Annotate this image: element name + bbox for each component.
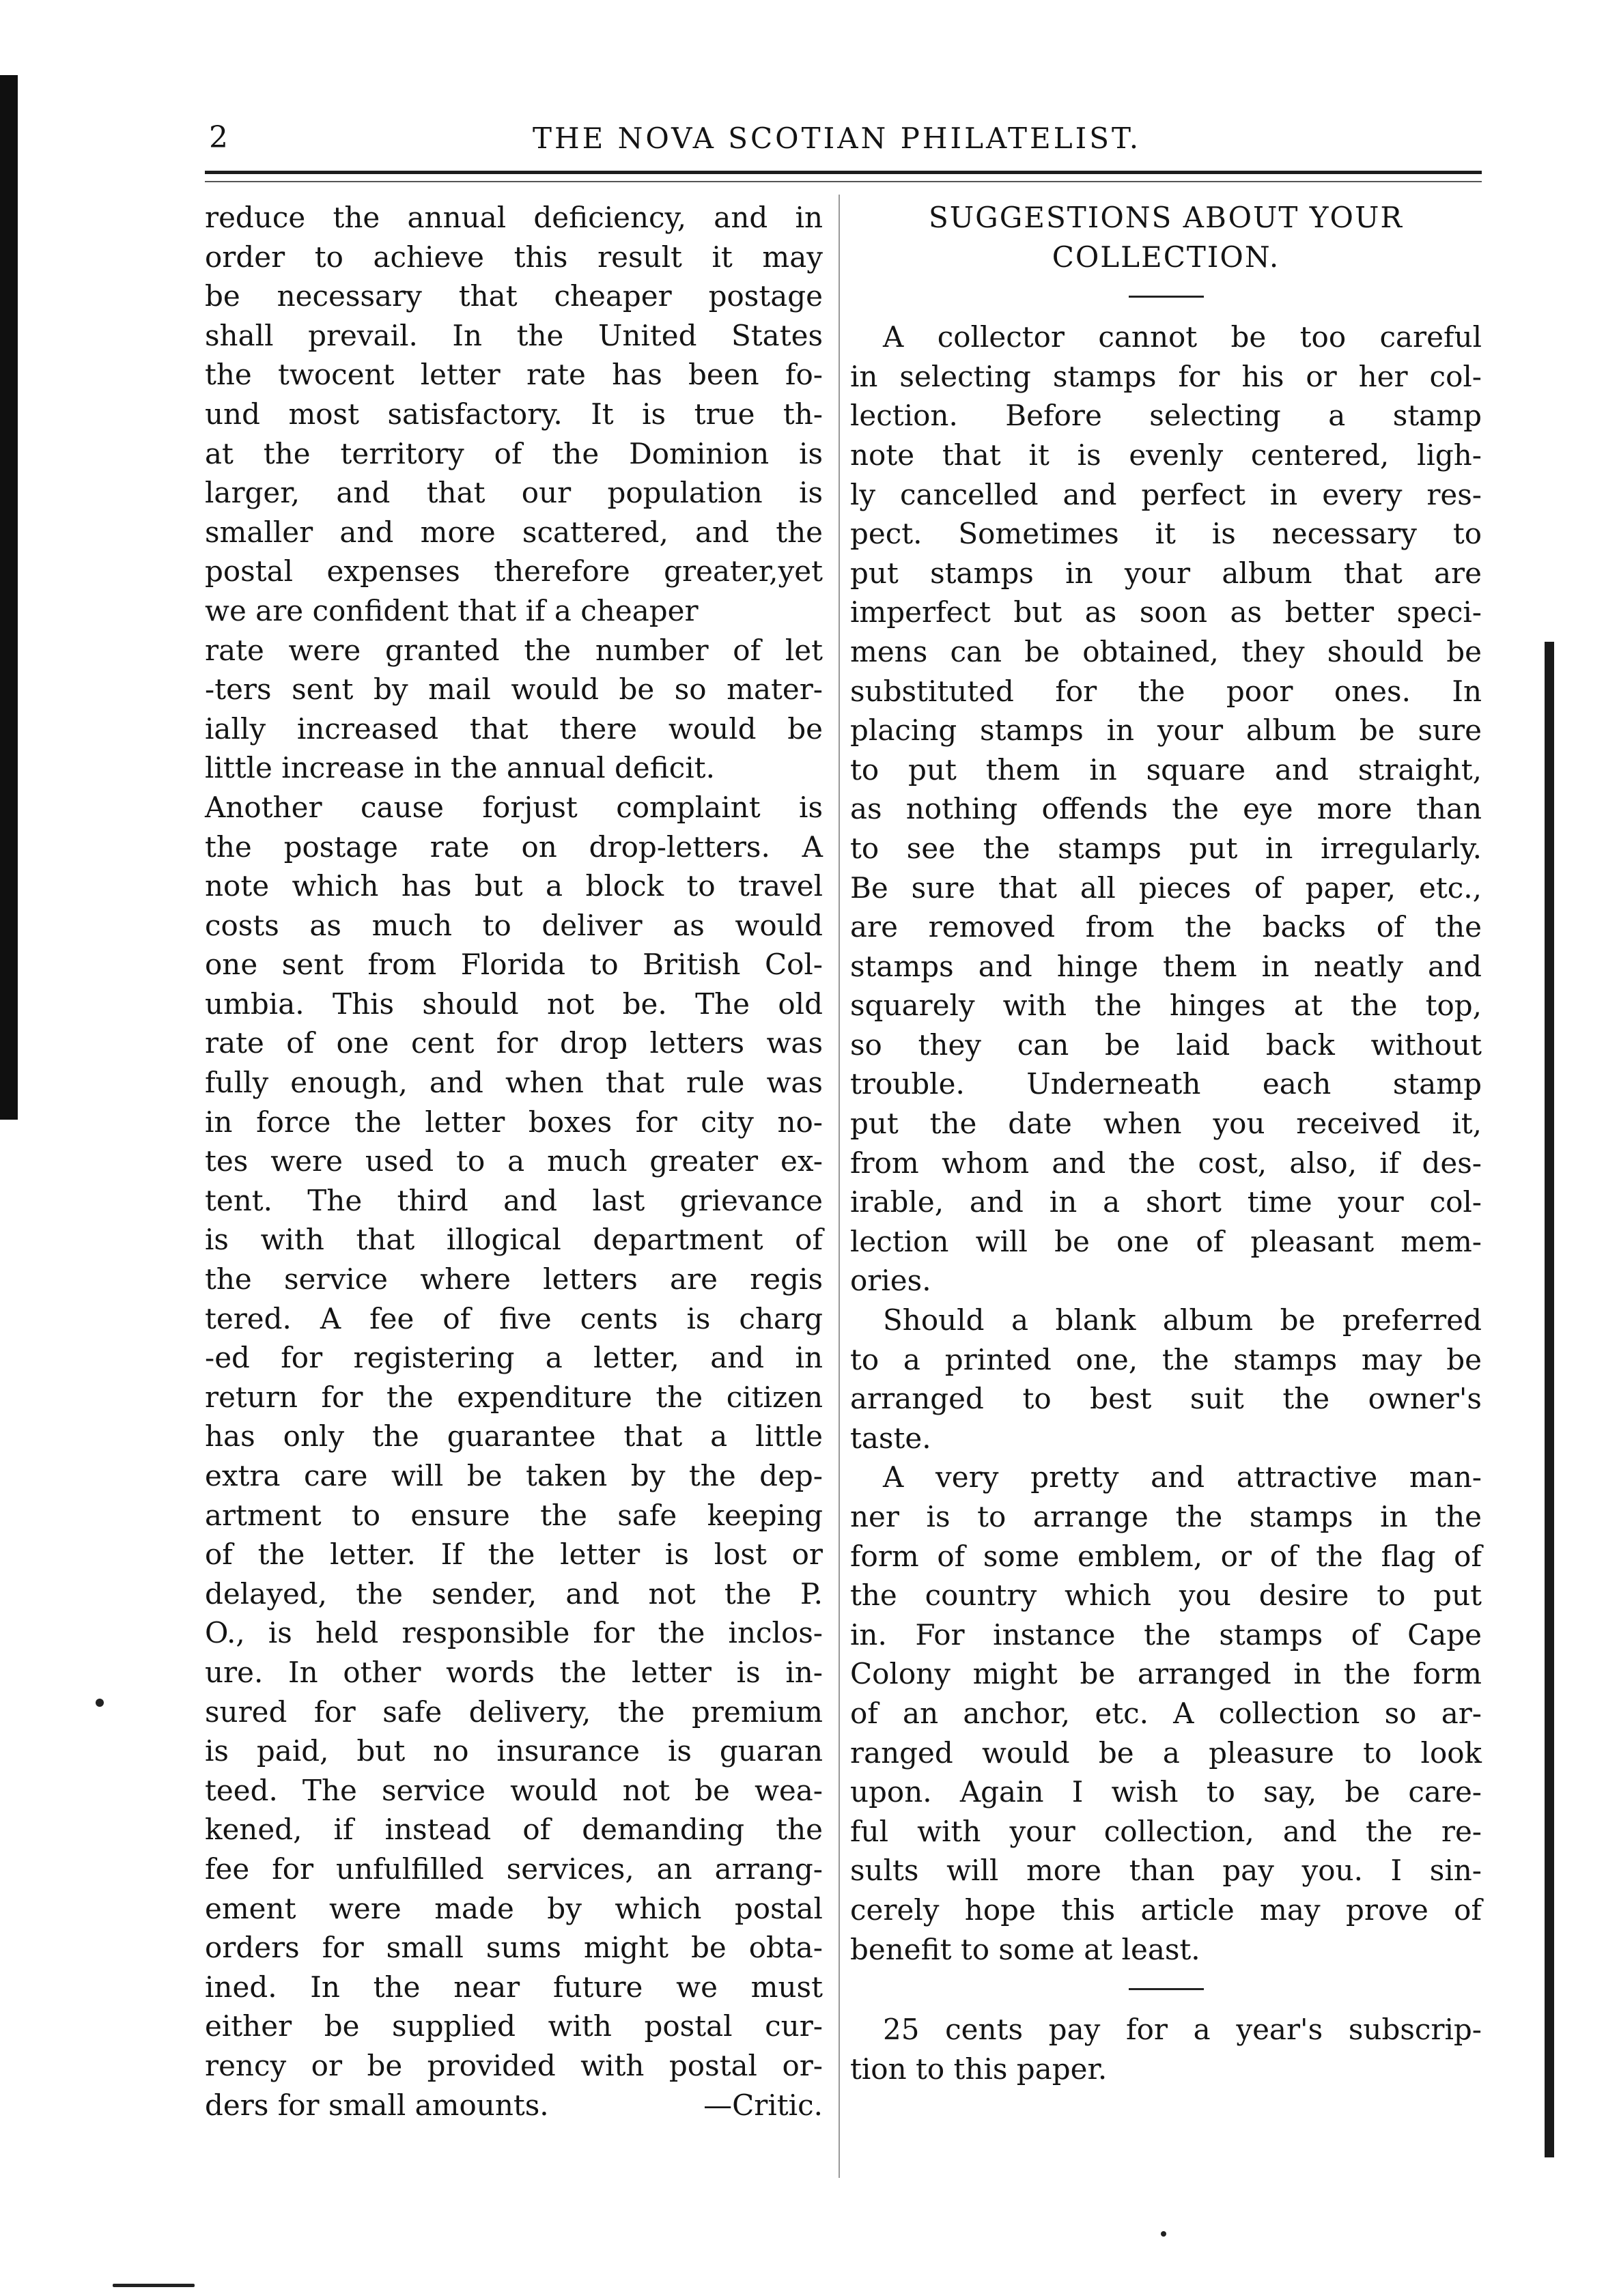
- article-title-line: COLLECTION.: [1052, 240, 1280, 274]
- text-line: note which has but a block to travel: [205, 869, 823, 903]
- text-line: either be supplied with postal cur-: [205, 2009, 823, 2043]
- text-line: lection. Before selecting a stamp: [850, 399, 1482, 433]
- text-line: fee for unfulfilled services, an arrang-: [205, 1852, 823, 1886]
- text-line: ner is to arrange the stamps in the: [850, 1500, 1482, 1533]
- article-signature: —Critic.: [703, 2088, 823, 2122]
- text-line: Be sure that all pieces of paper, etc.,: [850, 870, 1482, 905]
- text-line: -ed for registering a letter, and in: [205, 1341, 823, 1375]
- text-line: imperfect but as soon as better speci-: [850, 595, 1482, 629]
- text-line: ful with your collection, and the re-: [850, 1814, 1482, 1848]
- text-line: return for the expenditure the citizen: [205, 1380, 823, 1414]
- text-line: -ters sent by mail would be so mater-: [205, 672, 823, 707]
- section-rule: [850, 277, 1482, 317]
- text-line: of an anchor, etc. A collection so ar-: [850, 1696, 1482, 1730]
- text-line: has only the guarantee that a little: [205, 1419, 823, 1454]
- text-line: trouble. Underneath each stamp: [850, 1067, 1482, 1101]
- text-line: substituted for the poor ones. In: [850, 674, 1482, 708]
- text-line: orders for small sums might be obta-: [205, 1931, 823, 1965]
- scan-edge-right: [1545, 642, 1554, 2157]
- text-line: rate of one cent for drop letters was: [205, 1026, 823, 1060]
- header-rule-thin: [205, 181, 1482, 182]
- speck-mark: [96, 1699, 104, 1707]
- text-line: order to achieve this result it may: [205, 240, 823, 274]
- text-line: ories.: [850, 1264, 931, 1298]
- text-line: sured for safe delivery, the premium: [205, 1695, 823, 1729]
- section-rule: [850, 1969, 1482, 2010]
- text-line: tered. A fee of five cents is charg: [205, 1301, 823, 1335]
- text-line: is paid, but no insurance is guaran: [205, 1734, 823, 1768]
- text-line: the postage rate on drop-letters. A: [205, 830, 823, 864]
- speck-mark: [113, 2284, 195, 2287]
- text-line: fully enough, and when that rule was: [205, 1066, 823, 1100]
- text-line: smaller and more scattered, and the: [205, 515, 823, 549]
- text-line: reduce the annual deficiency, and in: [205, 201, 823, 234]
- text-line: ially increased that there would be: [205, 711, 823, 746]
- text-line: tes were used to a much greater ex-: [205, 1144, 823, 1178]
- text-line: Colony might be arranged in the form: [850, 1657, 1482, 1691]
- text-line: kened, if instead of demanding the: [205, 1813, 823, 1847]
- text-line: we are confident that if a cheaper: [205, 593, 699, 627]
- text-line: one sent from Florida to British Col-: [205, 948, 823, 982]
- text-line: in. For instance the stamps of Cape: [850, 1617, 1482, 1652]
- text-line: benefit to some at least.: [850, 1932, 1200, 1966]
- text-line: put stamps in your album that are: [850, 556, 1482, 590]
- text-line: to a printed one, the stamps may be: [850, 1342, 1482, 1376]
- running-title: THE NOVA SCOTIAN PHILATELIST.: [533, 122, 1142, 155]
- page-header: [205, 117, 1482, 158]
- text-line: Should a blank album be preferred: [883, 1303, 1482, 1337]
- text-line: larger, and that our population is: [205, 476, 823, 510]
- speck-mark: [1161, 2231, 1166, 2237]
- text-line: cerely hope this article may prove of: [850, 1893, 1482, 1927]
- closing-line: [205, 2086, 823, 2125]
- text-line: lection will be one of pleasant mem-: [850, 1224, 1482, 1258]
- text-line: rency or be provided with postal or-: [205, 2048, 823, 2082]
- left-column: [205, 198, 823, 2125]
- text-line: to put them in square and straight,: [850, 752, 1482, 786]
- text-line: at the territory of the Dominion is: [205, 436, 823, 470]
- text-line: teed. The service would not be wea-: [205, 1773, 823, 1807]
- right-column: [850, 198, 1482, 2088]
- text-line: costs as much to deliver as would: [205, 908, 823, 942]
- text-line: ranged would be a pleasure to look: [850, 1735, 1482, 1770]
- subscription-notice: 25 cents pay for a year's subscrip-: [883, 2013, 1482, 2047]
- text-line: A collector cannot be too careful: [883, 320, 1482, 354]
- text-line: squarely with the hinges at the top,: [850, 989, 1482, 1023]
- text-line: the country which you desire to put: [850, 1578, 1482, 1613]
- text-line: as nothing offends the eye more than: [850, 792, 1482, 826]
- article-title: [850, 198, 1482, 277]
- text-line: arranged to best suit the owner's: [850, 1382, 1482, 1416]
- text-line: the service where letters are regis: [205, 1262, 823, 1296]
- text-line: umbia. This should not be. The old: [205, 987, 823, 1021]
- text-line: und most satisfactory. It is true th-: [205, 397, 823, 431]
- text-line: placing stamps in your album be sure: [850, 713, 1482, 748]
- text-line: little increase in the annual deficit.: [205, 751, 715, 785]
- text-line: of the letter. If the letter is lost or: [205, 1537, 823, 1572]
- text-line: irable, and in a short time your col-: [850, 1185, 1482, 1219]
- text-line: extra care will be taken by the dep-: [205, 1459, 823, 1492]
- text-line: artment to ensure the safe keeping: [205, 1498, 823, 1532]
- text-line: from whom and the cost, also, if des-: [850, 1146, 1482, 1180]
- text-line: put the date when you received it,: [850, 1107, 1482, 1141]
- text-line: delayed, the sender, and not the P.: [205, 1576, 823, 1611]
- text-line: ders for small amounts.: [205, 2088, 549, 2122]
- text-line: ly cancelled and perfect in every res-: [850, 477, 1482, 511]
- text-line: form of some emblem, or of the flag of: [850, 1539, 1482, 1573]
- text-line: mens can be obtained, they should be: [850, 634, 1482, 668]
- text-line: rate were granted the number of let: [205, 633, 823, 667]
- text-line: ined. In the near future we must: [205, 1970, 823, 2004]
- text-line: is with that illogical department of: [205, 1223, 823, 1257]
- text-line: Another cause forjust complaint is: [205, 790, 823, 824]
- text-line: upon. Again I wish to say, be care-: [850, 1775, 1482, 1809]
- text-line: stamps and hinge them in neatly and: [850, 949, 1482, 983]
- text-line: are removed from the backs of the: [850, 910, 1482, 944]
- text-line: note that it is evenly centered, ligh-: [850, 438, 1482, 472]
- text-line: postal expenses therefore greater,yet: [205, 554, 823, 589]
- page-number: 2: [209, 120, 228, 155]
- text-line: be necessary that cheaper postage: [205, 279, 823, 313]
- text-line: so they can be laid back without: [850, 1027, 1482, 1062]
- column-divider: [839, 195, 840, 2178]
- text-line: to see the stamps put in irregularly.: [850, 831, 1482, 865]
- text-line: O., is held responsible for the inclos-: [205, 1616, 823, 1650]
- header-rule: [205, 171, 1482, 174]
- text-line: ement were made by which postal: [205, 1891, 823, 1925]
- text-line: shall prevail. In the United States: [205, 318, 823, 352]
- text-line: the twocent letter rate has been fo-: [205, 358, 823, 392]
- text-line: A very pretty and attractive man-: [883, 1460, 1482, 1494]
- text-line: tent. The third and last grievance: [205, 1183, 823, 1217]
- text-line: pect. Sometimes it is necessary to: [850, 517, 1482, 551]
- text-line: in force the letter boxes for city no-: [205, 1105, 823, 1139]
- text-line: taste.: [850, 1421, 931, 1455]
- text-line: ure. In other words the letter is in-: [205, 1655, 823, 1689]
- text-line: in selecting stamps for his or her col-: [850, 359, 1482, 393]
- scan-edge-left: [0, 75, 18, 1120]
- subscription-notice: tion to this paper.: [850, 2052, 1108, 2086]
- text-line: sults will more than pay you. I sin-: [850, 1854, 1482, 1888]
- article-title-line: SUGGESTIONS ABOUT YOUR: [929, 201, 1403, 234]
